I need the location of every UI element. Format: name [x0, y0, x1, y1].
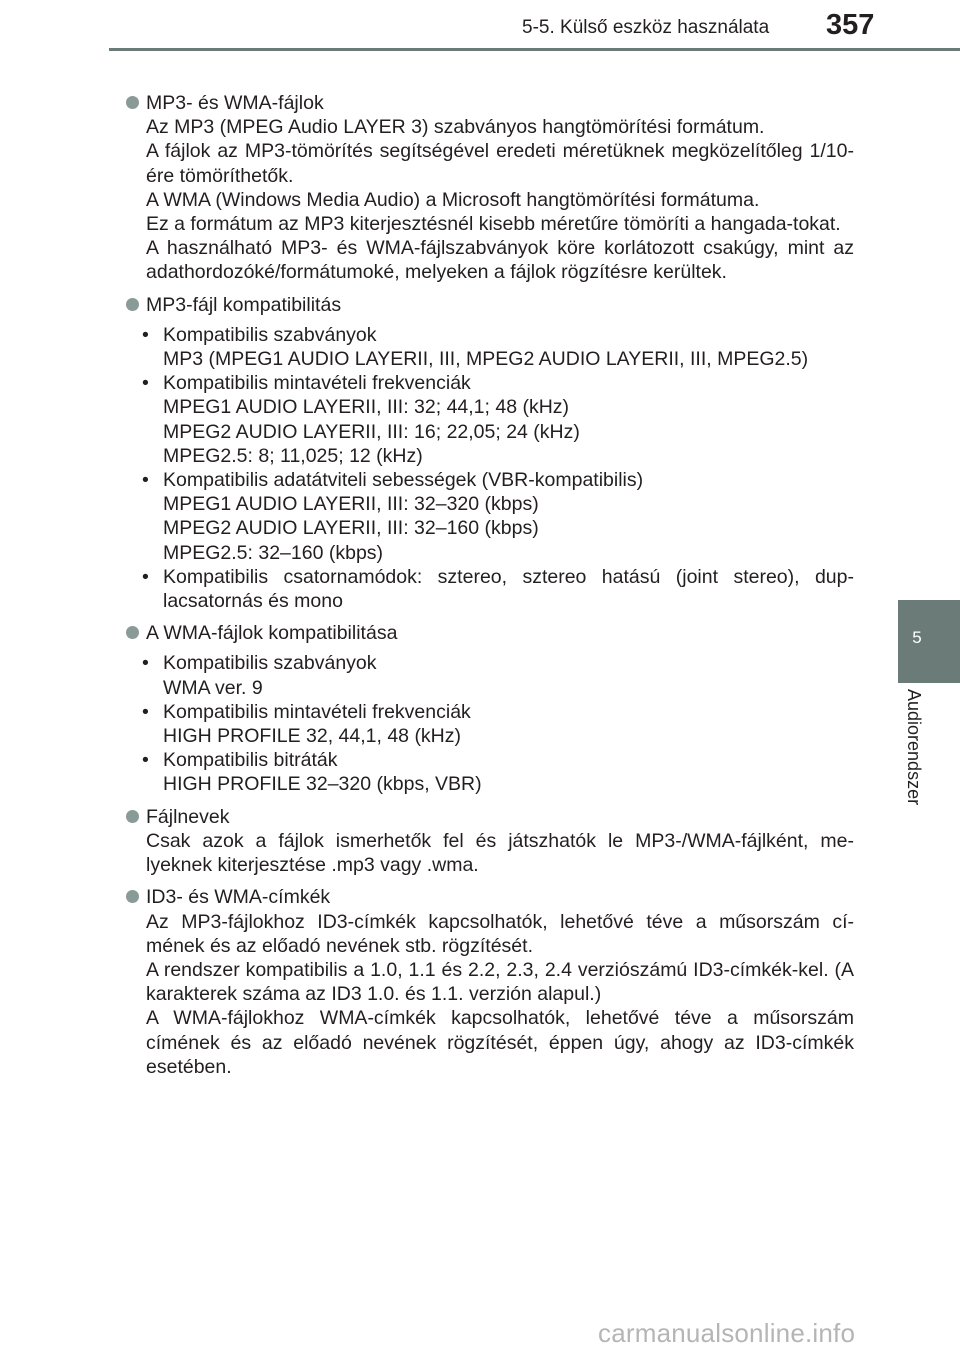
list-item-label: Kompatibilis mintavételi frekvenciák — [163, 700, 471, 723]
paragraph: Az MP3 (MPEG Audio LAYER 3) szabványos hangtömörítési formátum. — [146, 116, 765, 139]
list-item-label: Kompatibilis szabványok — [163, 323, 377, 346]
chapter-number: 5 — [912, 628, 922, 647]
list-item-detail: MPEG1 AUDIO LAYERII, III: 32–320 (kbps) — [163, 493, 539, 516]
list-item — [126, 748, 854, 796]
section-mp3-compatibility — [126, 293, 854, 614]
section-heading: Fájlnevek — [146, 805, 230, 828]
list-item — [126, 323, 854, 371]
section-heading-row — [126, 805, 854, 829]
list-item-detail: HIGH PROFILE 32–320 (kbps, VBR) — [163, 773, 482, 796]
bullet-dot-icon — [126, 96, 139, 109]
paragraph: A fájlok az MP3-tömörítés segítségével eredeti méretüknek megközelítőleg 1/10-ére tömöríthetők. — [146, 140, 854, 187]
list-item-label: Kompatibilis mintavételi frekvenciák — [163, 372, 471, 395]
section-file-names — [126, 805, 854, 878]
section-mp3-wma-files — [126, 91, 854, 285]
section-heading: MP3-fájl kompatibilitás — [146, 293, 342, 316]
main-content — [126, 91, 854, 1087]
list-item-detail: MPEG2 AUDIO LAYERII, III: 16; 22,05; 24 (kHz) — [163, 420, 580, 443]
list-item — [126, 468, 854, 565]
paragraph: A használható MP3- és WMA-fájlszabványok köre korlátozott csakúgy, mint az adathordozóké/formátumoké, melyeken a fájlok rögzítésre kerültek. — [146, 237, 854, 284]
section-id3-wma-tags — [126, 885, 854, 1079]
paragraph: A WMA (Windows Media Audio) a Microsoft hangtömörítési formátuma. — [146, 188, 760, 211]
list-item-detail: HIGH PROFILE 32, 44,1, 48 (kHz) — [163, 725, 462, 748]
list-item-detail: MP3 (MPEG1 AUDIO LAYERII, III, MPEG2 AUDIO LAYERII, III, MPEG2.5) — [163, 348, 809, 371]
section-heading-row — [126, 91, 854, 115]
chapter-label: Audiorendszer — [904, 689, 924, 806]
list-item — [126, 651, 854, 699]
section-heading-row — [126, 293, 854, 317]
section-heading: MP3- és WMA-fájlok — [146, 92, 324, 114]
page-number: 357 — [826, 9, 875, 41]
section-heading: A WMA-fájlok kompatibilitása — [146, 622, 398, 645]
bullet-icon: • — [142, 372, 149, 395]
section-body — [126, 910, 854, 1079]
paragraph: A rendszer kompatibilis a 1.0, 1.1 és 2.2, 2.3, 2.4 verziószámú ID3-címkék-kel. (A karakterek száma az ID3 1.0. és 1.1. verzión alapul.) — [146, 958, 854, 1006]
list-item-detail: MPEG1 AUDIO LAYERII, III: 32; 44,1; 48 (kHz) — [163, 396, 570, 419]
watermark: carmanualsonline.info — [598, 1318, 856, 1348]
section-title: 5-5. Külső eszköz használata — [522, 17, 770, 38]
bullet-icon: • — [142, 652, 149, 675]
bullet-dot-icon — [126, 626, 139, 639]
header-divider — [109, 48, 960, 51]
sub-list — [126, 651, 854, 796]
list-item-detail: MPEG2 AUDIO LAYERII, III: 32–160 (kbps) — [163, 517, 539, 540]
bullet-dot-icon — [126, 810, 139, 823]
bullet-icon: • — [142, 323, 149, 346]
chapter-tab[interactable] — [898, 600, 960, 683]
section-body — [126, 829, 854, 877]
section-heading: ID3- és WMA-címkék — [146, 886, 331, 909]
list-item — [126, 371, 854, 468]
list-item-label: Kompatibilis szabványok — [163, 652, 377, 675]
bullet-icon: • — [142, 565, 149, 588]
chapter-label-block — [898, 687, 960, 872]
bullet-dot-icon — [126, 298, 139, 311]
list-item-label: Kompatibilis adatátviteli sebességek (VBR-kompatibilis) — [163, 469, 644, 492]
bullet-icon: • — [142, 749, 149, 772]
section-body — [126, 115, 854, 284]
list-item-label: Kompatibilis csatornamódok: sztereo, sztereo hatású (joint stereo), dup-lacsatornás és mono — [163, 565, 854, 613]
section-heading-row — [126, 885, 854, 909]
list-item-detail: WMA ver. 9 — [163, 676, 263, 699]
list-item — [126, 700, 854, 748]
list-item-label: Kompatibilis bitráták — [163, 749, 338, 772]
sub-list — [126, 323, 854, 613]
list-item — [126, 565, 854, 613]
list-item-detail: MPEG2.5: 8; 11,025; 12 (kHz) — [163, 444, 423, 467]
section-wma-compatibility — [126, 621, 854, 796]
list-item-detail: MPEG2.5: 32–160 (kbps) — [163, 541, 384, 564]
paragraph: Csak azok a fájlok ismerhetők fel és játszhatók le MP3-/WMA-fájlként, me-lyeknek kiterjesztése .mp3 vagy .wma. — [146, 829, 854, 877]
section-heading-row — [126, 621, 854, 645]
bullet-icon: • — [142, 700, 149, 723]
paragraph: Ez a formátum az MP3 kiterjesztésnél kisebb méretűre tömöríti a hangada-tokat. — [146, 213, 841, 236]
bullet-icon: • — [142, 469, 149, 492]
paragraph: Az MP3-fájlokhoz ID3-címkék kapcsolhatók, lehetővé téve a műsorszám cí-mének és az előadó nevének stb. rögzítését. — [146, 910, 854, 957]
bullet-dot-icon — [126, 890, 139, 903]
paragraph: A WMA-fájlokhoz WMA-címkék kapcsolhatók, lehetővé téve a műsorszám címének és az előadó nevének rögzítését, éppen úgy, ahogy az ID3-címkék esetében. — [146, 1007, 854, 1078]
